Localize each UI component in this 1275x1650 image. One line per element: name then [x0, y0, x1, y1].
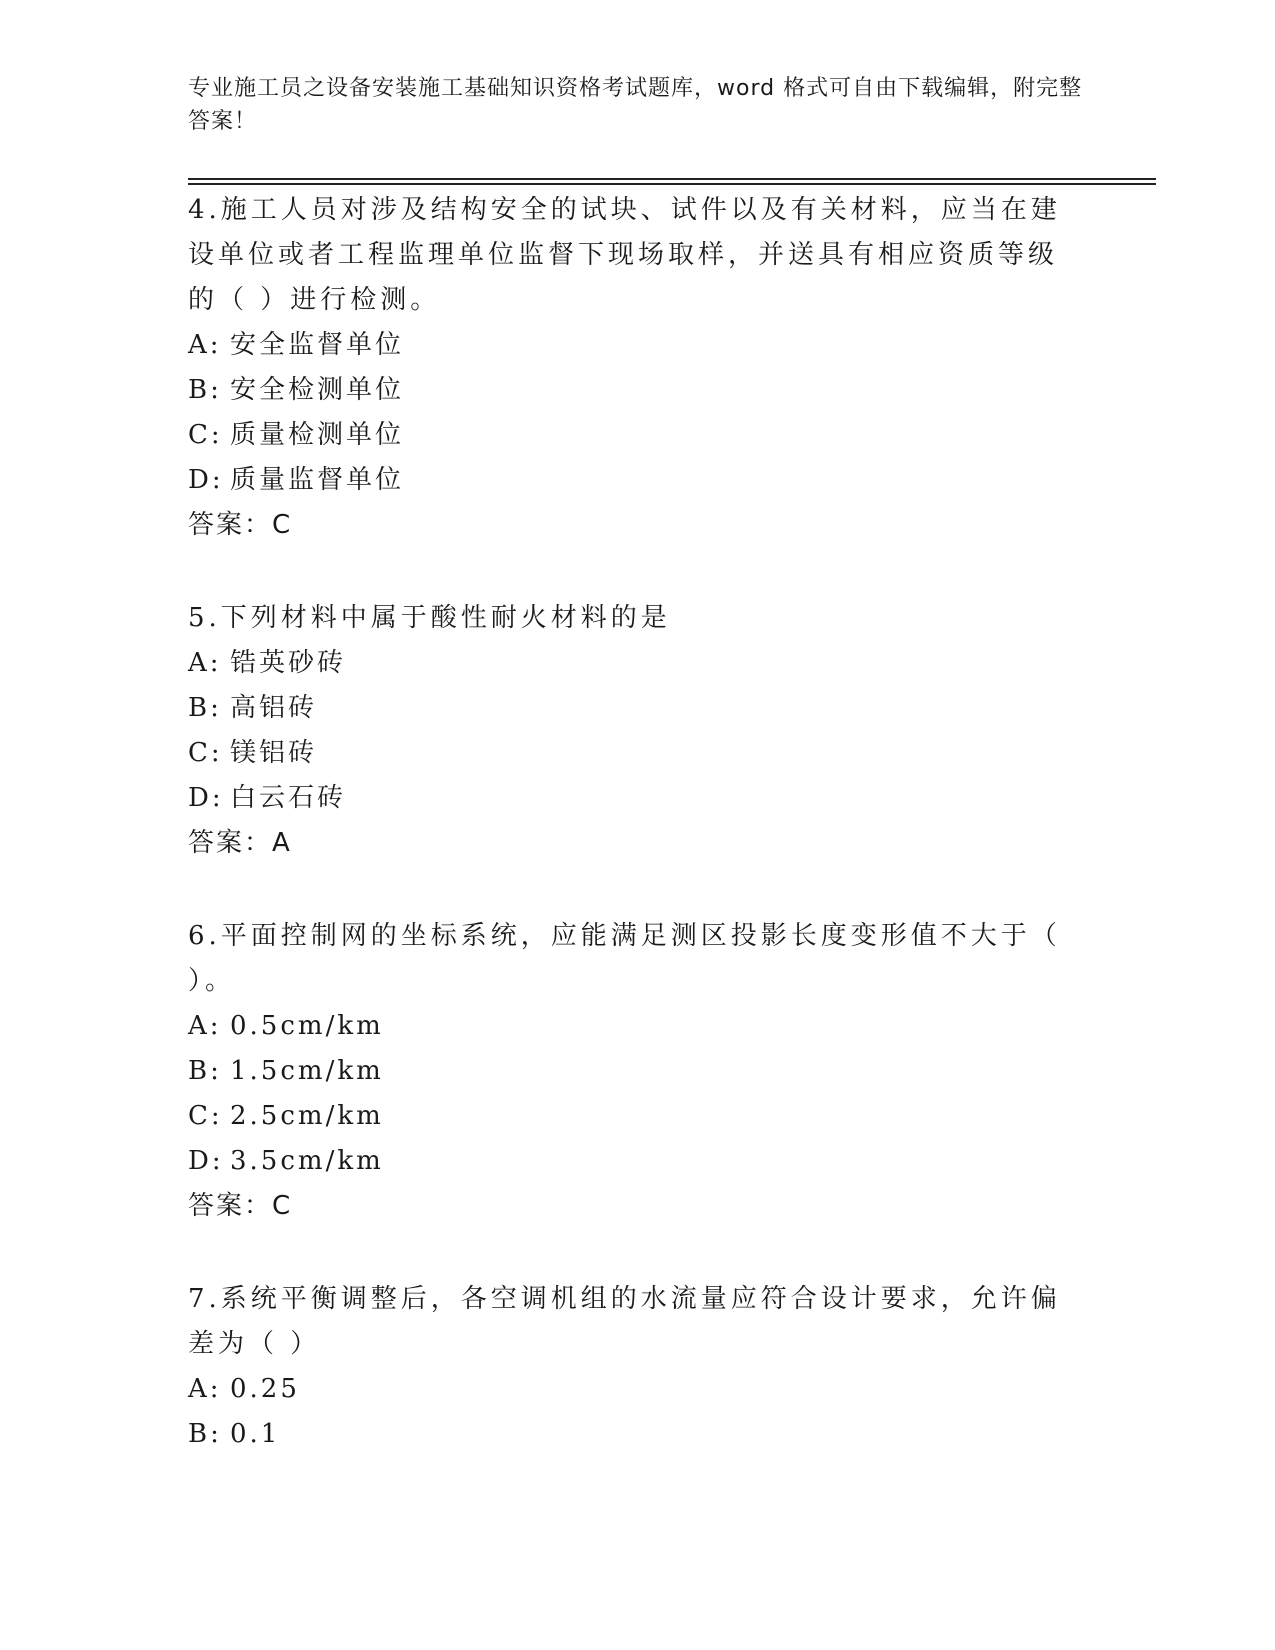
option-letter: B:	[188, 1056, 222, 1086]
option-b	[188, 1049, 1068, 1094]
option-letter: D:	[188, 1146, 224, 1176]
option-c	[188, 1094, 1068, 1139]
option-text: 安全检测单位	[230, 375, 405, 405]
option-text: 3.5cm/km	[230, 1146, 384, 1176]
option-text: 安全监督单位	[230, 330, 405, 360]
answer-line: 答案：C	[188, 510, 293, 540]
option-text: 2.5cm/km	[230, 1101, 384, 1131]
option-letter: C:	[188, 1101, 223, 1131]
question-stem: 7.系统平衡调整后，各空调机组的水流量应符合设计要求，允许偏差为（ ）	[188, 1284, 1061, 1359]
question-list	[188, 188, 1068, 1505]
question-4	[188, 188, 1068, 548]
option-d	[188, 458, 1068, 503]
option-b	[188, 368, 1068, 413]
answer-line: 答案：C	[188, 1191, 293, 1221]
question-stem: 4.施工人员对涉及结构安全的试块、试件以及有关材料，应当在建设单位或者工程监理单位监督下现场取样，并送具有相应资质等级的（ ）进行检测。	[188, 195, 1061, 315]
option-text: 0.25	[230, 1374, 300, 1404]
option-d	[188, 776, 1068, 821]
option-text: 1.5cm/km	[230, 1056, 384, 1086]
option-a	[188, 323, 1068, 368]
option-letter: A:	[188, 1374, 222, 1404]
option-a	[188, 641, 1068, 686]
option-letter: D:	[188, 783, 224, 813]
option-letter: A:	[188, 330, 222, 360]
option-text: 白云石砖	[230, 783, 347, 813]
question-5	[188, 596, 1068, 866]
option-c	[188, 731, 1068, 776]
question-7	[188, 1277, 1068, 1457]
option-b	[188, 686, 1068, 731]
option-c	[188, 413, 1068, 458]
answer-line: 答案：A	[188, 828, 292, 858]
option-text: 高铝砖	[230, 693, 318, 723]
option-letter: C:	[188, 420, 223, 450]
option-text: 0.1	[230, 1419, 281, 1449]
question-stem: 5.下列材料中属于酸性耐火材料的是	[188, 603, 671, 633]
option-d	[188, 1139, 1068, 1184]
option-letter: B:	[188, 375, 222, 405]
option-text: 0.5cm/km	[230, 1011, 384, 1041]
header-rule-bottom	[188, 183, 1156, 185]
option-letter: A:	[188, 1011, 222, 1041]
option-letter: B:	[188, 1419, 222, 1449]
option-b	[188, 1412, 1068, 1457]
option-a	[188, 1004, 1068, 1049]
document-header: 专业施工员之设备安装施工基础知识资格考试题库，word 格式可自由下载编辑，附完整答案！	[188, 76, 1083, 134]
option-a	[188, 1367, 1068, 1412]
option-letter: A:	[188, 648, 222, 678]
option-letter: C:	[188, 738, 223, 768]
header-rule-top	[188, 178, 1156, 180]
question-stem: 6.平面控制网的坐标系统，应能满足测区投影长度变形值不大于（ ）。	[188, 921, 1061, 996]
question-6	[188, 914, 1068, 1229]
option-text: 锆英砂砖	[230, 648, 347, 678]
option-text: 质量监督单位	[230, 465, 405, 495]
option-text: 质量检测单位	[230, 420, 405, 450]
option-letter: B:	[188, 693, 222, 723]
option-letter: D:	[188, 465, 224, 495]
option-text: 镁铝砖	[230, 738, 318, 768]
